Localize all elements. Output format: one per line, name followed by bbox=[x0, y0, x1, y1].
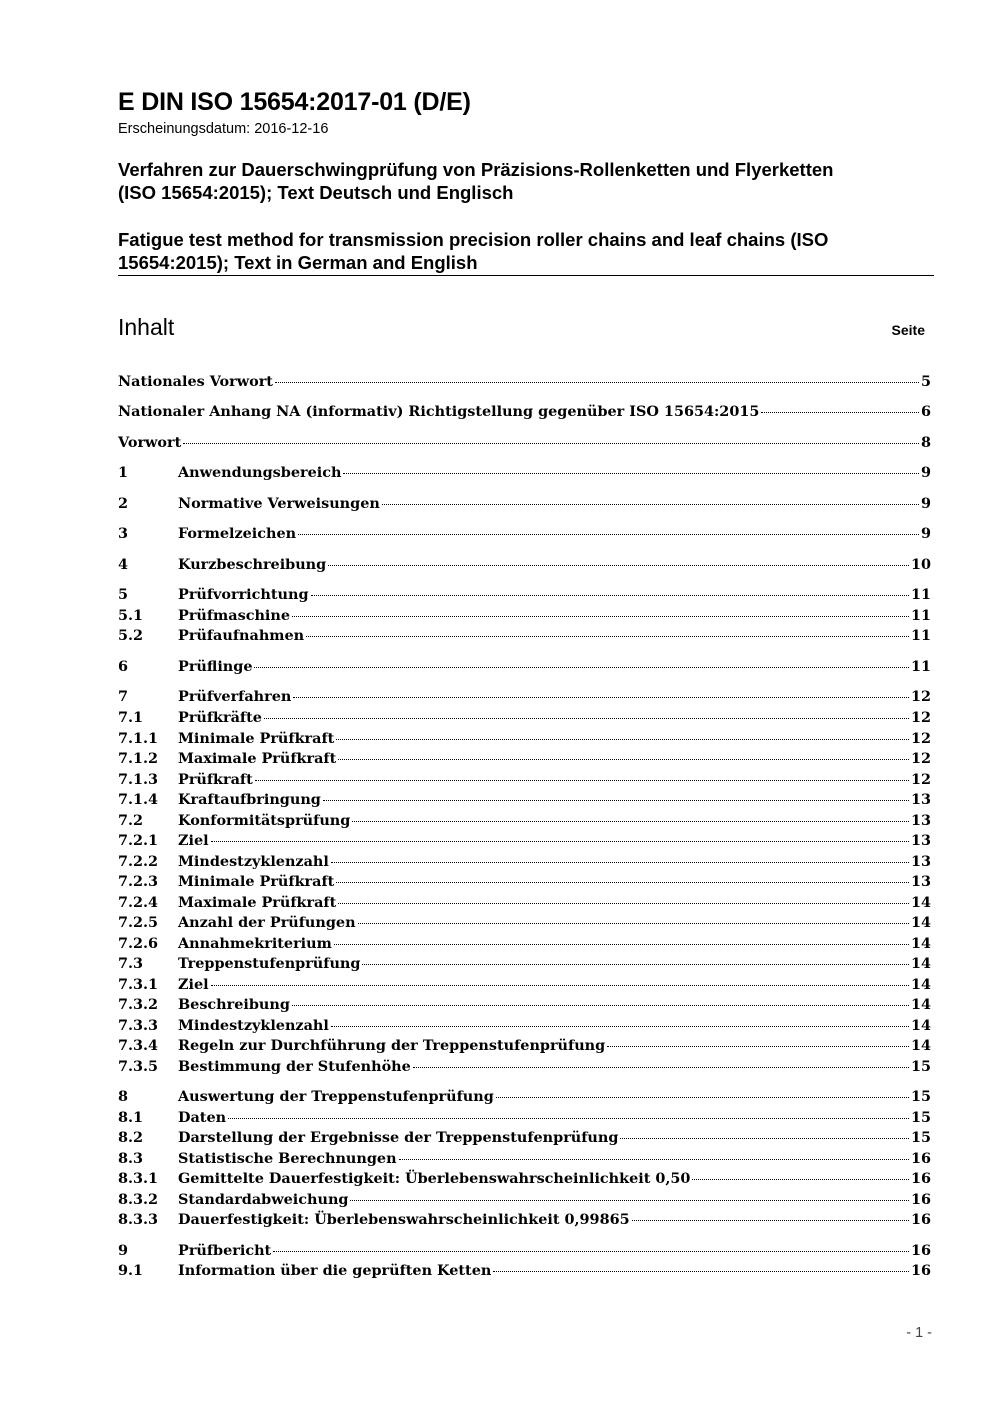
toc-entry-number: 7.2 bbox=[118, 812, 144, 829]
toc-dot-leader bbox=[211, 985, 909, 986]
toc-dot-leader bbox=[362, 964, 909, 965]
toc-entry-page: 16 bbox=[910, 1170, 931, 1187]
toc-entry[interactable] bbox=[118, 585, 931, 605]
toc-entry-title: Statistische Berechnungen bbox=[178, 1150, 397, 1167]
toc-entry-page: 13 bbox=[910, 832, 931, 849]
toc-entry-number: 8.3.1 bbox=[118, 1170, 159, 1187]
toc-entry-page: 14 bbox=[910, 976, 931, 993]
toc-entry-title: Nationaler Anhang NA (informativ) Richtigstellung gegenüber ISO 15654:2015 bbox=[118, 403, 760, 420]
toc-dot-leader bbox=[211, 841, 909, 842]
toc-entry[interactable] bbox=[118, 1016, 931, 1036]
toc-entry-title: Annahmekriterium bbox=[178, 935, 332, 952]
toc-entry-number: 7.3.4 bbox=[118, 1037, 159, 1054]
toc-entry-number: 7.3 bbox=[118, 955, 144, 972]
toc-entry-number: 7.1.2 bbox=[118, 750, 159, 767]
toc-entry[interactable] bbox=[118, 934, 931, 954]
toc-dot-leader bbox=[292, 616, 909, 617]
toc-entry-number: 8.1 bbox=[118, 1109, 144, 1126]
toc-entry-page: 14 bbox=[910, 914, 931, 931]
toc-entry-page: 12 bbox=[910, 730, 931, 747]
toc-entry-page: 15 bbox=[910, 1058, 931, 1075]
toc-entry-title: Minimale Prüfkraft bbox=[178, 873, 335, 890]
toc-entry-title: Anwendungsbereich bbox=[178, 464, 342, 481]
toc-dot-leader bbox=[273, 1251, 909, 1252]
toc-entry-page: 14 bbox=[910, 1017, 931, 1034]
toc-entry-number: 7.2.6 bbox=[118, 935, 159, 952]
toc-entry-page: 15 bbox=[910, 1129, 931, 1146]
toc-entry-title: Prüfaufnahmen bbox=[178, 627, 305, 644]
toc-dot-leader bbox=[343, 473, 919, 474]
toc-entry-page: 14 bbox=[910, 996, 931, 1013]
toc-entry-page: 13 bbox=[910, 853, 931, 870]
toc-entry-number: 7.3.5 bbox=[118, 1058, 159, 1075]
toc-entry-page: 12 bbox=[910, 750, 931, 767]
toc-entry-page: 15 bbox=[910, 1109, 931, 1126]
toc-entry-title: Prüfverfahren bbox=[178, 688, 292, 705]
toc-dot-leader bbox=[352, 821, 909, 822]
toc-entry-title: Konformitätsprüfung bbox=[178, 812, 351, 829]
toc-entry-number: 7.1 bbox=[118, 709, 144, 726]
toc-entry-page: 15 bbox=[910, 1088, 931, 1105]
toc-dot-leader bbox=[275, 382, 919, 383]
toc-entry-title: Information über die geprüften Ketten bbox=[178, 1262, 492, 1279]
toc-entry[interactable] bbox=[118, 1169, 931, 1189]
toc-entry[interactable] bbox=[118, 1190, 931, 1210]
toc-entry[interactable] bbox=[118, 1108, 931, 1128]
toc-entry-number: 8 bbox=[118, 1088, 129, 1105]
toc-entry-number: 7.1.3 bbox=[118, 771, 159, 788]
toc-dot-leader bbox=[338, 759, 909, 760]
toc-entry[interactable] bbox=[118, 1128, 931, 1148]
toc-dot-leader bbox=[336, 739, 909, 740]
toc-dot-leader bbox=[338, 903, 909, 904]
toc-entry-title: Darstellung der Ergebnisse der Treppenstufenprüfung bbox=[178, 1129, 619, 1146]
toc-entry-number: 5.1 bbox=[118, 607, 144, 624]
toc-entry-number: 8.3.2 bbox=[118, 1191, 159, 1208]
toc-dot-leader bbox=[496, 1097, 909, 1098]
toc-entry-title: Beschreibung bbox=[178, 996, 290, 1013]
toc-dot-leader bbox=[255, 780, 909, 781]
toc-entry-page: 9 bbox=[920, 495, 931, 512]
toc-dot-leader bbox=[336, 882, 909, 883]
toc-entry-page: 10 bbox=[910, 556, 931, 573]
toc-entry-page: 14 bbox=[910, 955, 931, 972]
toc-entry[interactable] bbox=[118, 790, 931, 810]
toc-entry[interactable] bbox=[118, 606, 931, 626]
toc-dot-leader bbox=[292, 1005, 909, 1006]
toc-entry-title: Ziel bbox=[178, 832, 209, 849]
toc-entry-title: Prüflinge bbox=[178, 658, 253, 675]
toc-entry[interactable] bbox=[118, 1210, 931, 1230]
document-id: E DIN ISO 15654:2017-01 (D/E) bbox=[118, 88, 471, 116]
toc-dot-leader bbox=[413, 1067, 909, 1068]
toc-entry[interactable] bbox=[118, 831, 931, 851]
toc-entry-number: 7 bbox=[118, 688, 129, 705]
toc-entry[interactable] bbox=[118, 402, 931, 422]
toc-entry-title: Kurzbeschreibung bbox=[178, 556, 327, 573]
toc-entry-number: 5 bbox=[118, 586, 129, 603]
toc-entry-title: Prüfkräfte bbox=[178, 709, 262, 726]
toc-heading: Inhalt bbox=[118, 314, 175, 340]
toc-entry[interactable] bbox=[118, 729, 931, 749]
title-german bbox=[118, 158, 918, 204]
toc-entry-number: 7.2.3 bbox=[118, 873, 159, 890]
toc-dot-leader bbox=[620, 1138, 909, 1139]
toc-entry-title: Maximale Prüfkraft bbox=[178, 894, 337, 911]
toc-entry-page: 13 bbox=[910, 791, 931, 808]
toc-entry-number: 3 bbox=[118, 525, 129, 542]
toc-entry-title: Treppenstufenprüfung bbox=[178, 955, 361, 972]
toc-entry[interactable] bbox=[118, 626, 931, 646]
toc-entry-title: Normative Verweisungen bbox=[178, 495, 380, 512]
toc-entry-title: Dauerfestigkeit: Überlebenswahrscheinlichkeit 0,99865 bbox=[178, 1211, 630, 1228]
toc-entry-number: 5.2 bbox=[118, 627, 144, 644]
toc-dot-leader bbox=[358, 923, 909, 924]
toc-dot-leader bbox=[228, 1118, 909, 1119]
toc-entry-number: 8.2 bbox=[118, 1129, 144, 1146]
toc-entry-number: 8.3.3 bbox=[118, 1211, 159, 1228]
toc-entry-page: 16 bbox=[910, 1150, 931, 1167]
toc-dot-leader bbox=[399, 1159, 909, 1160]
toc-entry-page: 14 bbox=[910, 894, 931, 911]
title-english-line-2: 15654:2015); Text in German and English bbox=[118, 252, 478, 273]
toc-entry-number: 7.3.1 bbox=[118, 976, 159, 993]
toc-entry[interactable] bbox=[118, 852, 931, 872]
toc-entry-title: Ziel bbox=[178, 976, 209, 993]
toc-entry[interactable] bbox=[118, 524, 931, 544]
toc-entry-page: 11 bbox=[910, 627, 931, 644]
toc-dot-leader bbox=[493, 1271, 909, 1272]
toc-entry-page: 13 bbox=[910, 873, 931, 890]
toc-entry-number: 6 bbox=[118, 658, 129, 675]
title-german-line-2: (ISO 15654:2015); Text Deutsch und Englisch bbox=[118, 182, 514, 203]
toc-entry[interactable] bbox=[118, 433, 931, 453]
toc-dot-leader bbox=[331, 1026, 909, 1027]
toc-entry-title: Formelzeichen bbox=[178, 525, 297, 542]
toc-entry[interactable] bbox=[118, 749, 931, 769]
toc-entry-title: Kraftaufbringung bbox=[178, 791, 321, 808]
toc-entry-number: 7.2.1 bbox=[118, 832, 159, 849]
toc-dot-leader bbox=[761, 412, 919, 413]
toc-entry-title: Nationales Vorwort bbox=[118, 373, 273, 390]
toc-entry-page: 9 bbox=[920, 464, 931, 481]
toc-entry-page: 6 bbox=[920, 403, 931, 420]
toc-entry-title: Daten bbox=[178, 1109, 227, 1126]
toc-entry-title: Prüfmaschine bbox=[178, 607, 291, 624]
toc-entry-title: Bestimmung der Stufenhöhe bbox=[178, 1058, 411, 1075]
toc-dot-leader bbox=[382, 504, 919, 505]
publication-date: Erscheinungsdatum: 2016-12-16 bbox=[118, 121, 329, 137]
toc-entry[interactable] bbox=[118, 372, 931, 392]
header-divider bbox=[118, 275, 934, 276]
toc-entry-number: 7.3.3 bbox=[118, 1017, 159, 1034]
toc-entry[interactable] bbox=[118, 687, 931, 707]
toc-entry[interactable] bbox=[118, 708, 931, 728]
toc-entry-title: Gemittelte Dauerfestigkeit: Überlebenswahrscheinlichkeit 0,50 bbox=[178, 1170, 691, 1187]
toc-dot-leader bbox=[331, 862, 909, 863]
toc-entry[interactable] bbox=[118, 995, 931, 1015]
toc-entry[interactable] bbox=[118, 555, 931, 575]
toc-entry-page: 14 bbox=[910, 1037, 931, 1054]
toc-entry-title: Prüfbericht bbox=[178, 1242, 272, 1259]
toc-entry[interactable] bbox=[118, 1149, 931, 1169]
toc-entry-page: 12 bbox=[910, 688, 931, 705]
toc-entry[interactable] bbox=[118, 893, 931, 913]
toc-entry[interactable] bbox=[118, 811, 931, 831]
toc-entry[interactable] bbox=[118, 494, 931, 514]
toc-entry-page: 5 bbox=[920, 373, 931, 390]
toc-dot-leader bbox=[323, 800, 909, 801]
title-english-line-1: Fatigue test method for transmission precision roller chains and leaf chains (ISO bbox=[118, 229, 829, 250]
toc-entry-page: 16 bbox=[910, 1262, 931, 1279]
toc-entry-page: 16 bbox=[910, 1211, 931, 1228]
toc-entry-title: Mindestzyklenzahl bbox=[178, 1017, 329, 1034]
toc-entry-page: 8 bbox=[920, 434, 931, 451]
toc-dot-leader bbox=[692, 1179, 909, 1180]
toc-entry[interactable] bbox=[118, 1057, 931, 1077]
toc-entry-number: 1 bbox=[118, 464, 129, 481]
toc-entry-page: 11 bbox=[910, 658, 931, 675]
toc-entry[interactable] bbox=[118, 954, 931, 974]
toc-entry[interactable] bbox=[118, 657, 931, 677]
title-english bbox=[118, 228, 918, 274]
toc-entry[interactable] bbox=[118, 1241, 931, 1261]
toc-entry-page: 13 bbox=[910, 812, 931, 829]
toc-entry[interactable] bbox=[118, 913, 931, 933]
toc-entry-title: Maximale Prüfkraft bbox=[178, 750, 337, 767]
toc-entry-page: 16 bbox=[910, 1191, 931, 1208]
toc-entry-number: 9 bbox=[118, 1242, 129, 1259]
toc-dot-leader bbox=[328, 565, 909, 566]
toc-dot-leader bbox=[632, 1220, 909, 1221]
toc-dot-leader bbox=[311, 595, 909, 596]
toc-entry-page: 14 bbox=[910, 935, 931, 952]
toc-entry-number: 7.3.2 bbox=[118, 996, 159, 1013]
toc-dot-leader bbox=[254, 667, 908, 668]
toc-entry-page: 12 bbox=[910, 709, 931, 726]
toc-entry-page: 11 bbox=[910, 607, 931, 624]
toc-entry[interactable] bbox=[118, 1261, 931, 1281]
toc-entry-number: 7.1.4 bbox=[118, 791, 159, 808]
toc-entry-page: 9 bbox=[920, 525, 931, 542]
page-number: - 1 - bbox=[906, 1325, 932, 1341]
toc-entry-title: Mindestzyklenzahl bbox=[178, 853, 329, 870]
toc-entry-title: Regeln zur Durchführung der Treppenstufenprüfung bbox=[178, 1037, 606, 1054]
toc-entry-title: Anzahl der Prüfungen bbox=[178, 914, 356, 931]
toc-entry-title: Standardabweichung bbox=[178, 1191, 349, 1208]
toc-entry-number: 7.2.4 bbox=[118, 894, 159, 911]
toc-entry-title: Vorwort bbox=[118, 434, 182, 451]
toc-entry[interactable] bbox=[118, 975, 931, 995]
toc-entry-title: Prüfkraft bbox=[178, 771, 253, 788]
toc-dot-leader bbox=[607, 1046, 909, 1047]
toc-entry-number: 2 bbox=[118, 495, 129, 512]
toc-entry[interactable] bbox=[118, 1036, 931, 1056]
toc-dot-leader bbox=[183, 443, 919, 444]
toc-page-column-label: Seite bbox=[891, 322, 925, 338]
toc-entry-number: 4 bbox=[118, 556, 129, 573]
toc-dot-leader bbox=[293, 697, 909, 698]
toc-entry[interactable] bbox=[118, 770, 931, 790]
toc-dot-leader bbox=[350, 1200, 909, 1201]
toc-entry-page: 12 bbox=[910, 771, 931, 788]
toc-entry-page: 11 bbox=[910, 586, 931, 603]
toc-dot-leader bbox=[306, 636, 909, 637]
toc-entry-number: 7.1.1 bbox=[118, 730, 159, 747]
toc-entry-title: Prüfvorrichtung bbox=[178, 586, 309, 603]
toc-entry[interactable] bbox=[118, 872, 931, 892]
toc-entry-page: 16 bbox=[910, 1242, 931, 1259]
title-german-line-1: Verfahren zur Dauerschwingprüfung von Präzisions-Rollenketten und Flyerketten bbox=[118, 159, 834, 180]
toc-entry-title: Minimale Prüfkraft bbox=[178, 730, 335, 747]
toc-entry-number: 9.1 bbox=[118, 1262, 144, 1279]
toc-entry[interactable] bbox=[118, 1087, 931, 1107]
toc-entry-number: 7.2.2 bbox=[118, 853, 159, 870]
toc-entry-number: 8.3 bbox=[118, 1150, 144, 1167]
toc-entry-number: 7.2.5 bbox=[118, 914, 159, 931]
toc-entry-title: Auswertung der Treppenstufenprüfung bbox=[178, 1088, 494, 1105]
toc-entry[interactable] bbox=[118, 463, 931, 483]
toc-dot-leader bbox=[298, 534, 919, 535]
toc-dot-leader bbox=[334, 944, 909, 945]
toc-dot-leader bbox=[264, 718, 909, 719]
